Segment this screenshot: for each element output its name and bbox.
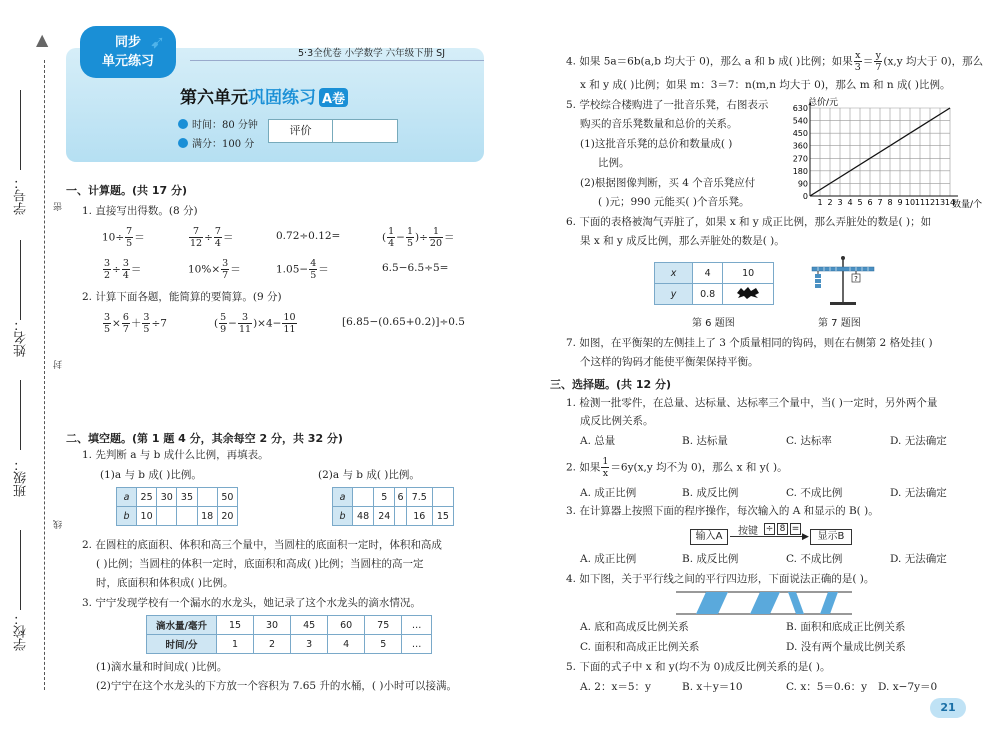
r-q7-line2: 个这样的钩码才能使平衡架保持平衡。: [580, 356, 759, 368]
c3-opt-c: C. 不成比例: [786, 553, 843, 565]
s2-q3b: (2)宁宁在这个水龙头的下方放一个容积为 7.65 升的水桶，( )小时可以接满。: [96, 680, 457, 692]
c4-line1: 4. 如下图，关于平行线之间的平行四边形，下面说法正确的是( )。: [566, 573, 875, 585]
table-cell: 15: [432, 507, 453, 526]
table-cell: 3: [291, 635, 328, 654]
c5-opt-a: A. 2：x＝5：y: [580, 681, 651, 693]
table-cell: 50: [217, 488, 237, 507]
table-cell: 10: [137, 507, 157, 526]
c1-line1: 1. 检测一批零件，在总量、达标量、达标率三个量中，当( )一定时，另外两个量: [566, 397, 938, 409]
table-cell: 48: [353, 507, 374, 526]
banji-line: [20, 380, 21, 450]
table-d-row: [655, 284, 774, 305]
x-tick-label: 10: [904, 198, 916, 207]
table-cell: 25: [137, 488, 157, 507]
full-line: [178, 135, 254, 150]
table-cell: 75: [365, 616, 402, 635]
balance-scale-diagram: [806, 254, 880, 310]
table-cell: [432, 488, 453, 507]
s2-q2-line2: ( )比例；当圆柱的体积一定时，底面积和高成( )比例；当圆柱的高一定: [96, 558, 424, 570]
s2-q1b: (2)a 与 b 成( )比例。: [318, 469, 420, 481]
calc-r2c2: 10%× $\frac{3}{7}$ ＝: [188, 258, 241, 281]
flow-key-label: 按键: [738, 526, 758, 537]
s2-q1: 1. 先判断 a 与 b 成什么比例，再填表。: [82, 449, 269, 461]
r-q6-line2: 果 x 和 y 成反比例，那么弄脏处的数是( )。: [580, 235, 785, 247]
c2-text-a: 2. 如果: [566, 461, 601, 474]
flow-output-box: 显示B: [810, 529, 852, 545]
c4-opt-d: D. 没有两个量成比例关系: [786, 641, 906, 653]
s2-q3a: (1)滴水量和时间成( )比例。: [96, 661, 228, 673]
score-label: 评价: [269, 120, 333, 142]
x-tick-label: 8: [887, 198, 893, 207]
r-q4-line2: x 和 y 成( )比例；如果 m：3＝7：n(m,n 均大于 0)，那么 m 和 n 成( )比例。: [580, 79, 951, 91]
page-number: 21: [930, 698, 966, 718]
calc-r2c3: 1.05− $\frac{4}{5}$ ＝: [276, 258, 329, 281]
table-cell: 4: [693, 263, 723, 284]
badge-line1: 同步: [114, 35, 141, 50]
table-cell: 时间/分: [147, 635, 217, 654]
binding-dashed-line: [44, 60, 45, 690]
xian-label: 线: [54, 520, 64, 529]
x-tick-label: 6: [867, 198, 873, 207]
xuexiao-line: [20, 530, 21, 610]
r-q5-line4: 比例。: [598, 157, 630, 169]
x-tick-label: 12: [924, 198, 936, 207]
table-cell: y: [655, 284, 693, 305]
c1-opt-c: C. 达标率: [786, 435, 832, 447]
r-q4-line1b: (x,y 均大于 0)，那么: [883, 55, 984, 68]
x-tick-label: 13: [934, 198, 946, 207]
calc-r1c3: 0.72÷0.12=: [276, 230, 341, 242]
table-a-row: [117, 488, 238, 507]
table-cell: 15: [217, 616, 254, 635]
xuexiao-label: 学校：: [14, 612, 29, 651]
table-cell: 1: [217, 635, 254, 654]
calc-flow: [690, 524, 860, 546]
c2-line: 2. 如果 $\frac{1}{x}$ ＝6y(x,y 均不为 0)，那么 x 和 y( )。: [566, 456, 788, 479]
xingming-line: [20, 240, 21, 320]
title-highlight: 巩固练习: [248, 88, 316, 108]
table-c-row: [147, 635, 432, 654]
c1-opt-a: A. 总量: [580, 435, 616, 447]
c3-opt-d: D. 无法确定: [890, 553, 947, 565]
table-cell: [157, 507, 177, 526]
table-cell: 5: [365, 635, 402, 654]
s2-q2-line1: 2. 在圆柱的底面积、体积和高三个量中，当圆柱的底面积一定时，体积和高成: [82, 539, 442, 551]
smudge-cell: [723, 284, 774, 305]
table-c: [146, 615, 432, 654]
section-3-title: 三、选择题。(共 12 分): [550, 378, 672, 391]
x-tick-label: 14: [944, 198, 956, 207]
full-text: 满分：100 分: [192, 139, 255, 150]
calc-r3c3: [6.85−(0.65+0.2)]÷0.5: [342, 316, 465, 328]
table-cell: a: [333, 488, 353, 507]
calc-r2c1: $\frac{3}{2}$ ÷ $\frac{3}{4}$ ＝: [104, 258, 142, 281]
r-q5-line3: (1)这批音乐凳的总价和数量成( ): [580, 138, 733, 150]
y-tick-label: 360: [792, 141, 808, 151]
flow-input-box: 输入A: [690, 529, 728, 545]
table-cell: 6: [395, 488, 406, 507]
x-tick-label: 4: [847, 198, 853, 207]
table-d: [654, 262, 774, 305]
y-tick-label: 270: [792, 154, 808, 164]
section-2-title: 二、填空题。(第 1 题 4 分，其余每空 2 分，共 32 分): [66, 432, 343, 445]
calc-r2c4: 6.5−6.5÷5=: [382, 262, 449, 274]
y-tick-label: 180: [792, 166, 808, 176]
c1-opt-b: B. 达标量: [682, 435, 728, 447]
table-cell: b: [333, 507, 353, 526]
badge-line2: 单元练习: [101, 54, 154, 69]
rocket-icon: ▲: [36, 30, 49, 49]
y-tick-label: 540: [792, 116, 808, 126]
banji-label: 班级：: [14, 458, 29, 497]
table-cell: 5: [374, 488, 395, 507]
x-tick-label: 5: [857, 198, 863, 207]
price-quantity-graph: [782, 96, 983, 214]
xuehao-line: [20, 90, 21, 170]
table-b-row: [333, 507, 454, 526]
c2-opt-b: B. 成反比例: [682, 487, 739, 499]
cap-7: 第 7 题图: [818, 318, 861, 329]
table-cell: …: [402, 616, 432, 635]
xuehao-label: 学号：: [14, 176, 29, 215]
table-cell: 20: [217, 507, 237, 526]
c4-opt-b: B. 面积和底成正比例关系: [786, 621, 906, 633]
clock-icon: [178, 119, 188, 129]
table-c-row: [147, 616, 432, 635]
table-cell: 2: [254, 635, 291, 654]
x-tick-label: 9: [897, 198, 903, 207]
time-text: 时间：80 分钟: [192, 120, 258, 131]
ink-smudge-icon: [735, 287, 761, 299]
calc-r2c3-text: 1.05−: [276, 263, 309, 276]
flow-arrow-head: ▶: [802, 532, 809, 542]
flow-key-2: 8: [777, 523, 788, 535]
section-1-title: 一、计算题。(共 17 分): [66, 184, 188, 197]
parallelogram-diagram: [676, 590, 852, 616]
c2-opt-a: A. 成正比例: [580, 487, 637, 499]
svg-text:?: ?: [854, 275, 858, 283]
y-tick-label: 630: [792, 104, 808, 113]
table-a-row: [117, 507, 238, 526]
table-cell: 24: [374, 507, 395, 526]
y-axis-label: 总价/元: [808, 98, 839, 108]
ab-badge: A卷: [319, 88, 348, 107]
s1-q1: 1. 直接写出得数。(8 分): [82, 205, 198, 217]
flow-key-1: ÷: [765, 524, 774, 534]
c1-line2: 成反比例关系。: [580, 415, 654, 427]
c4-opt-a: A. 底和高成反比例关系: [580, 621, 689, 633]
s2-q3: 3. 宁宁发现学校有一个漏水的水龙头，她记录了这个水龙头的滴水情况。: [82, 597, 421, 609]
r-q4-line1: 4. 如果 5a＝6b(a,b 均大于 0)，那么 a 和 b 成( )比例；如果 $\frac{x}{3}$ ＝ $\frac{y}{7}$ (x,y 均大于 0)，那么: [566, 50, 984, 73]
x-tick-label: 7: [877, 198, 883, 207]
table-cell: [197, 488, 217, 507]
x-tick-label: 3: [837, 198, 843, 207]
r-q4-line1a: 4. 如果 5a＝6b(a,b 均大于 0)，那么 a 和 b 成( )比例；如果: [566, 55, 853, 68]
calc-r3c1: $\frac{3}{5}$ × $\frac{6}{7}$ ＋ $\frac{3}{5}$ ÷7: [104, 312, 167, 335]
s1-q2: 2. 计算下面各题，能简算的要简算。(9 分): [82, 291, 282, 303]
table-cell: 18: [197, 507, 217, 526]
y-tick-label: 450: [792, 129, 808, 139]
swoosh-icon: ➹: [150, 32, 166, 53]
table-a: [116, 487, 238, 526]
table-cell: [177, 507, 197, 526]
c2-opt-c: C. 不成比例: [786, 487, 843, 499]
y-tick-label: 90: [797, 179, 808, 189]
c3-opt-a: A. 成正比例: [580, 553, 637, 565]
calc-r1c2: $\frac{7}{12}$ ÷ $\frac{7}{4}$ ＝: [190, 226, 234, 249]
table-b-row: [333, 488, 454, 507]
calc-r1c4: ( $\frac{1}{4}$ − $\frac{1}{5}$ )÷ $\frac{1}{20}$ ＝: [382, 226, 455, 249]
x-tick-label: 2: [827, 198, 833, 207]
c2-opt-d: D. 无法确定: [890, 487, 947, 499]
title-pre: 第六单元: [180, 88, 248, 108]
table-cell: 16: [406, 507, 432, 526]
r-q5-line6: ( )元；990 元能买( )个音乐凳。: [598, 196, 750, 208]
unit-title: [180, 83, 348, 108]
score-blank: [333, 120, 397, 142]
table-b: [332, 487, 454, 526]
c5-opt-b: B. x＋y＝10: [682, 681, 743, 693]
table-cell: 60: [328, 616, 365, 635]
table-cell: 45: [291, 616, 328, 635]
table-cell: [353, 488, 374, 507]
c5-line1: 5. 下面的式子中 x 和 y(均不为 0)成反比例关系的是( )。: [566, 661, 831, 673]
series-label: 5·3全优卷 小学数学 六年级下册 SJ: [298, 48, 445, 59]
table-cell: 0.8: [693, 284, 723, 305]
table-cell: a: [117, 488, 137, 507]
table-cell: 30: [157, 488, 177, 507]
check-icon: [178, 138, 188, 148]
x-axis-label: 数量/个: [952, 200, 983, 210]
s2-q2-line3: 时，底面积和体积成( )比例。: [96, 577, 234, 589]
y-tick-label: 0: [802, 192, 808, 201]
table-cell: 30: [254, 616, 291, 635]
c3-opt-b: B. 成反比例: [682, 553, 739, 565]
table-d-row: [655, 263, 774, 284]
series-underline: [190, 60, 484, 61]
table-cell: [395, 507, 406, 526]
table-cell: 7.5: [406, 488, 432, 507]
r-q5-line2: 购买的音乐凳数量和总价的关系。: [580, 118, 738, 130]
r-q6-line1: 6. 下面的表格被淘气弄脏了，如果 x 和 y 成正比例，那么弄脏处的数是( )；如: [566, 216, 932, 228]
table-cell: 滴水量/毫升: [147, 616, 217, 635]
table-cell: 35: [177, 488, 197, 507]
cap-6: 第 6 题图: [692, 318, 735, 329]
c3-line1: 3. 在计算器上按照下面的程序操作，每次输入的 A 和显示的 B( )。: [566, 505, 879, 517]
c5-opt-d: D. x−7y＝0: [878, 681, 938, 693]
mi-label: 密: [54, 202, 64, 211]
c1-opt-d: D. 无法确定: [890, 435, 947, 447]
feng-label: 封: [54, 360, 64, 369]
table-cell: 10: [723, 263, 774, 284]
calc-r3c2: ( $\frac{5}{9}$ − $\frac{3}{11}$ )×4− $\frac{10}{11}$: [214, 312, 296, 335]
score-box: [268, 119, 398, 143]
table-cell: x: [655, 263, 693, 284]
table-cell: …: [402, 635, 432, 654]
x-tick-label: 1: [817, 198, 823, 207]
s2-q1a: (1)a 与 b 成( )比例。: [100, 469, 202, 481]
table-cell: b: [117, 507, 137, 526]
flow-key-3: =: [791, 524, 800, 534]
time-line: [178, 116, 258, 131]
r-q5-line5: (2)根据图像判断，买 4 个音乐凳应付: [580, 177, 756, 189]
r-q7-line1: 7. 如图，在平衡架的左侧挂上了 3 个质量相同的钩码，则在右侧第 2 格处挂( ): [566, 337, 933, 349]
x-tick-label: 11: [914, 198, 926, 207]
r-q5-line1: 5. 学校综合楼购进了一批音乐凳，右图表示: [566, 99, 769, 111]
calc-r1c1: 10÷ $\frac{7}{5}$ ＝: [102, 226, 145, 249]
c4-opt-c: C. 面积和高成正比例关系: [580, 641, 700, 653]
xingming-label: 姓名：: [14, 318, 29, 357]
c5-opt-c: C. x：5＝0.6：y: [786, 681, 868, 693]
c2-text-b: ＝6y(x,y 均不为 0)，那么 x 和 y( )。: [610, 461, 788, 474]
table-cell: 4: [328, 635, 365, 654]
